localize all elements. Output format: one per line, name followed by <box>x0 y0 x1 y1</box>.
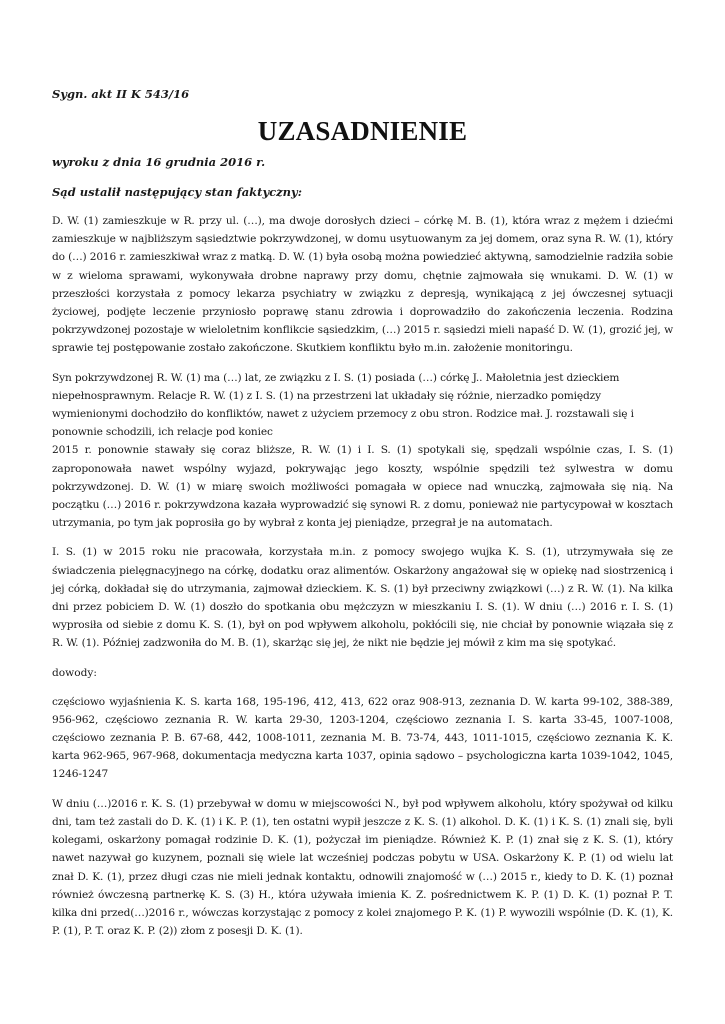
evidence-label: dowody: <box>52 666 97 679</box>
paragraph-3: I. S. (1) w 2015 roku nie pracowała, korzystała m.in. z pomocy swojego wujka K. S. (1), utrzymywała się ze świadczenia pielęgnacyjnego na córkę, dodatku oraz alimentów. Oskarżony angażował się w opiekę nad siostrzenicą i jej córką, dokładał się do utrzymania, zajmował dzieckiem. K. S. (1) był przeciwny związkowi (…) z R. W. (1). Na kilka dni przez pobiciem D. W. (1) doszło do spotkania obu mężczyzn w mieszkaniu I. S. (1). W dniu (…) 2016 r. I. S. (1) wyprosiła od siebie z domu K. S. (1), był on pod wpływem alkoholu, pokłócili się, nie chciał by ponownie wiązała się z R. W. (1). Później zadzwoniła do M. B. (1), skarżąc się jej, że nikt nie będzie jej mówił z kim ma się spotykać. <box>52 546 673 650</box>
judgment-date: wyroku z dnia 16 grudnia 2016 r. <box>52 155 266 169</box>
paragraph-2-part-2: 2015 r. ponownie stawały się coraz bliższe, R. W. (1) i I. S. (1) spotykali się, spędzali wspólnie czas, I. S. (1) zaproponowała nawet wspólny wyjazd, pokrywając jego koszty, wspólnie spędzili też sylwestra w domu pokrzywdzonej. D. W. (1) w miarę swoich możliwości pomagała w opiece nad wnuczką, zajmowała się nią. Na początku (…) 2016 r. pokrzywdzona kazała wyprowadzić się synowi R. z domu, ponieważ nie partycypował w kosztach utrzymania, po tym jak poprosiła go by wybrał z konta jej pieniądze, przegrał je na automatach. <box>52 444 673 530</box>
case-signature: Sygn. akt II K 543/16 <box>52 87 190 101</box>
document-title: UZASADNIENIE <box>257 116 468 146</box>
paragraph-2 <box>52 369 673 533</box>
paragraph-1: D. W. (1) zamieszkuje w R. przy ul. (…), ma dwoje dorosłych dzieci – córkę M. B. (1), która wraz z mężem i dziećmi zamieszkuje w najbliższym sąsiedztwie pokrzywdzonej, w domu usytuowanym za jej domem, oraz syna R. W. (1), który do (…) 2016 r. zamieszkiwał wraz z matką. D. W. (1) była osobą można powiedzieć aktywną, samodzielnie radziła sobie w z wieloma sprawami, wykonywała drobne naprawy przy domu, chętnie zajmowała się wnukami. D. W. (1) w przeszłości korzystała z pomocy lekarza psychiatry w związku z depresją, wynikającą z jej ówczesnej sytuacji życiowej, podjęte leczenie przyniosło poprawę stanu zdrowia i doprowadziło do zakończenia leczenia. Rodzina pokrzywdzonej pozostaje w wieloletnim konflikcie sąsiedzkim, (…) 2015 r. sąsiedzi mieli napaść D. W. (1), grozić jej, w sprawie tej postępowanie zostało zakończone. Skutkiem konfliktu było m.in. założenie monitoringu. <box>52 215 673 355</box>
evidence-list: częściowo wyjaśnienia K. S. karta 168, 195-196, 412, 413, 622 oraz 908-913, zeznania D. W. karta 99-102, 388-389, 956-962, częściowo zeznania R. W. karta 29-30, 1203-1204, częściowo zeznania I. S. karta 33-45, 1007-1008, częściowo zeznania P. B. 67-68, 442, 1008-1011, zeznania M. B. 73-74, 443, 1011-1015, częściowo zeznania K. K. karta 962-965, 967-968, dokumentacja medyczna karta 1037, opinia sądowo – psychologiczna karta 1039-1042, 1045, 1246-1247 <box>52 695 673 781</box>
paragraph-2-part-1: Syn pokrzywdzonej R. W. (1) ma (…) lat, ze związku z I. S. (1) posiada (…) córkę J.. Małoletnia jest dzieckiem niepełnosprawnym. Relacje R. W. (1) z I. S. (1) na przestrzeni lat układały się różnie, nierzadko pomiędzy wymienionymi dochodziło do konfliktów, nawet z użyciem przemocy z obu stron. Rodzice mał. J. rozstawali się i ponownie schodzili, ich relacje pod koniec <box>52 371 634 439</box>
section-heading: Sąd ustalił następujący stan faktyczny: <box>52 185 302 199</box>
paragraph-4: W dniu (…)2016 r. K. S. (1) przebywał w domu w miejscowości N., był pod wpływem alkoholu, który spożywał od kilku dni, tam też zastali do D. K. (1) i K. P. (1), ten ostatni wypił jeszcze z K. S. (1) alkohol. D. K. (1) i K. S. (1) znali się, byli kolegami, oskarżony pomagał rodzinie D. K. (1), pożyczał im pieniądze. Również K. P. (1) znał się z K. S. (1), który nawet nazywał go kuzynem, poznali się wiele lat wcześniej podczas pobytu w USA. Oskarżony K. P. (1) od wielu lat znał D. K. (1), przez długi czas nie mieli jednak kontaktu, odnowili znajomość w (…) 2015 r., kiedy to D. K. (1) poznał również ówczesną partnerkę K. S. (3) H., która używała imienia K. Z. pośrednictwem K. P. (1) D. K. (1) poznał P. T. kilka dni przed(…)2016 r., wówczas korzystając z pomocy z kolei znajomego P. K. (1) P. wywozili wspólnie (D. K. (1), K. P. (1), P. T. oraz K. P. (2)) złom z posesji D. K. (1). <box>52 797 673 938</box>
